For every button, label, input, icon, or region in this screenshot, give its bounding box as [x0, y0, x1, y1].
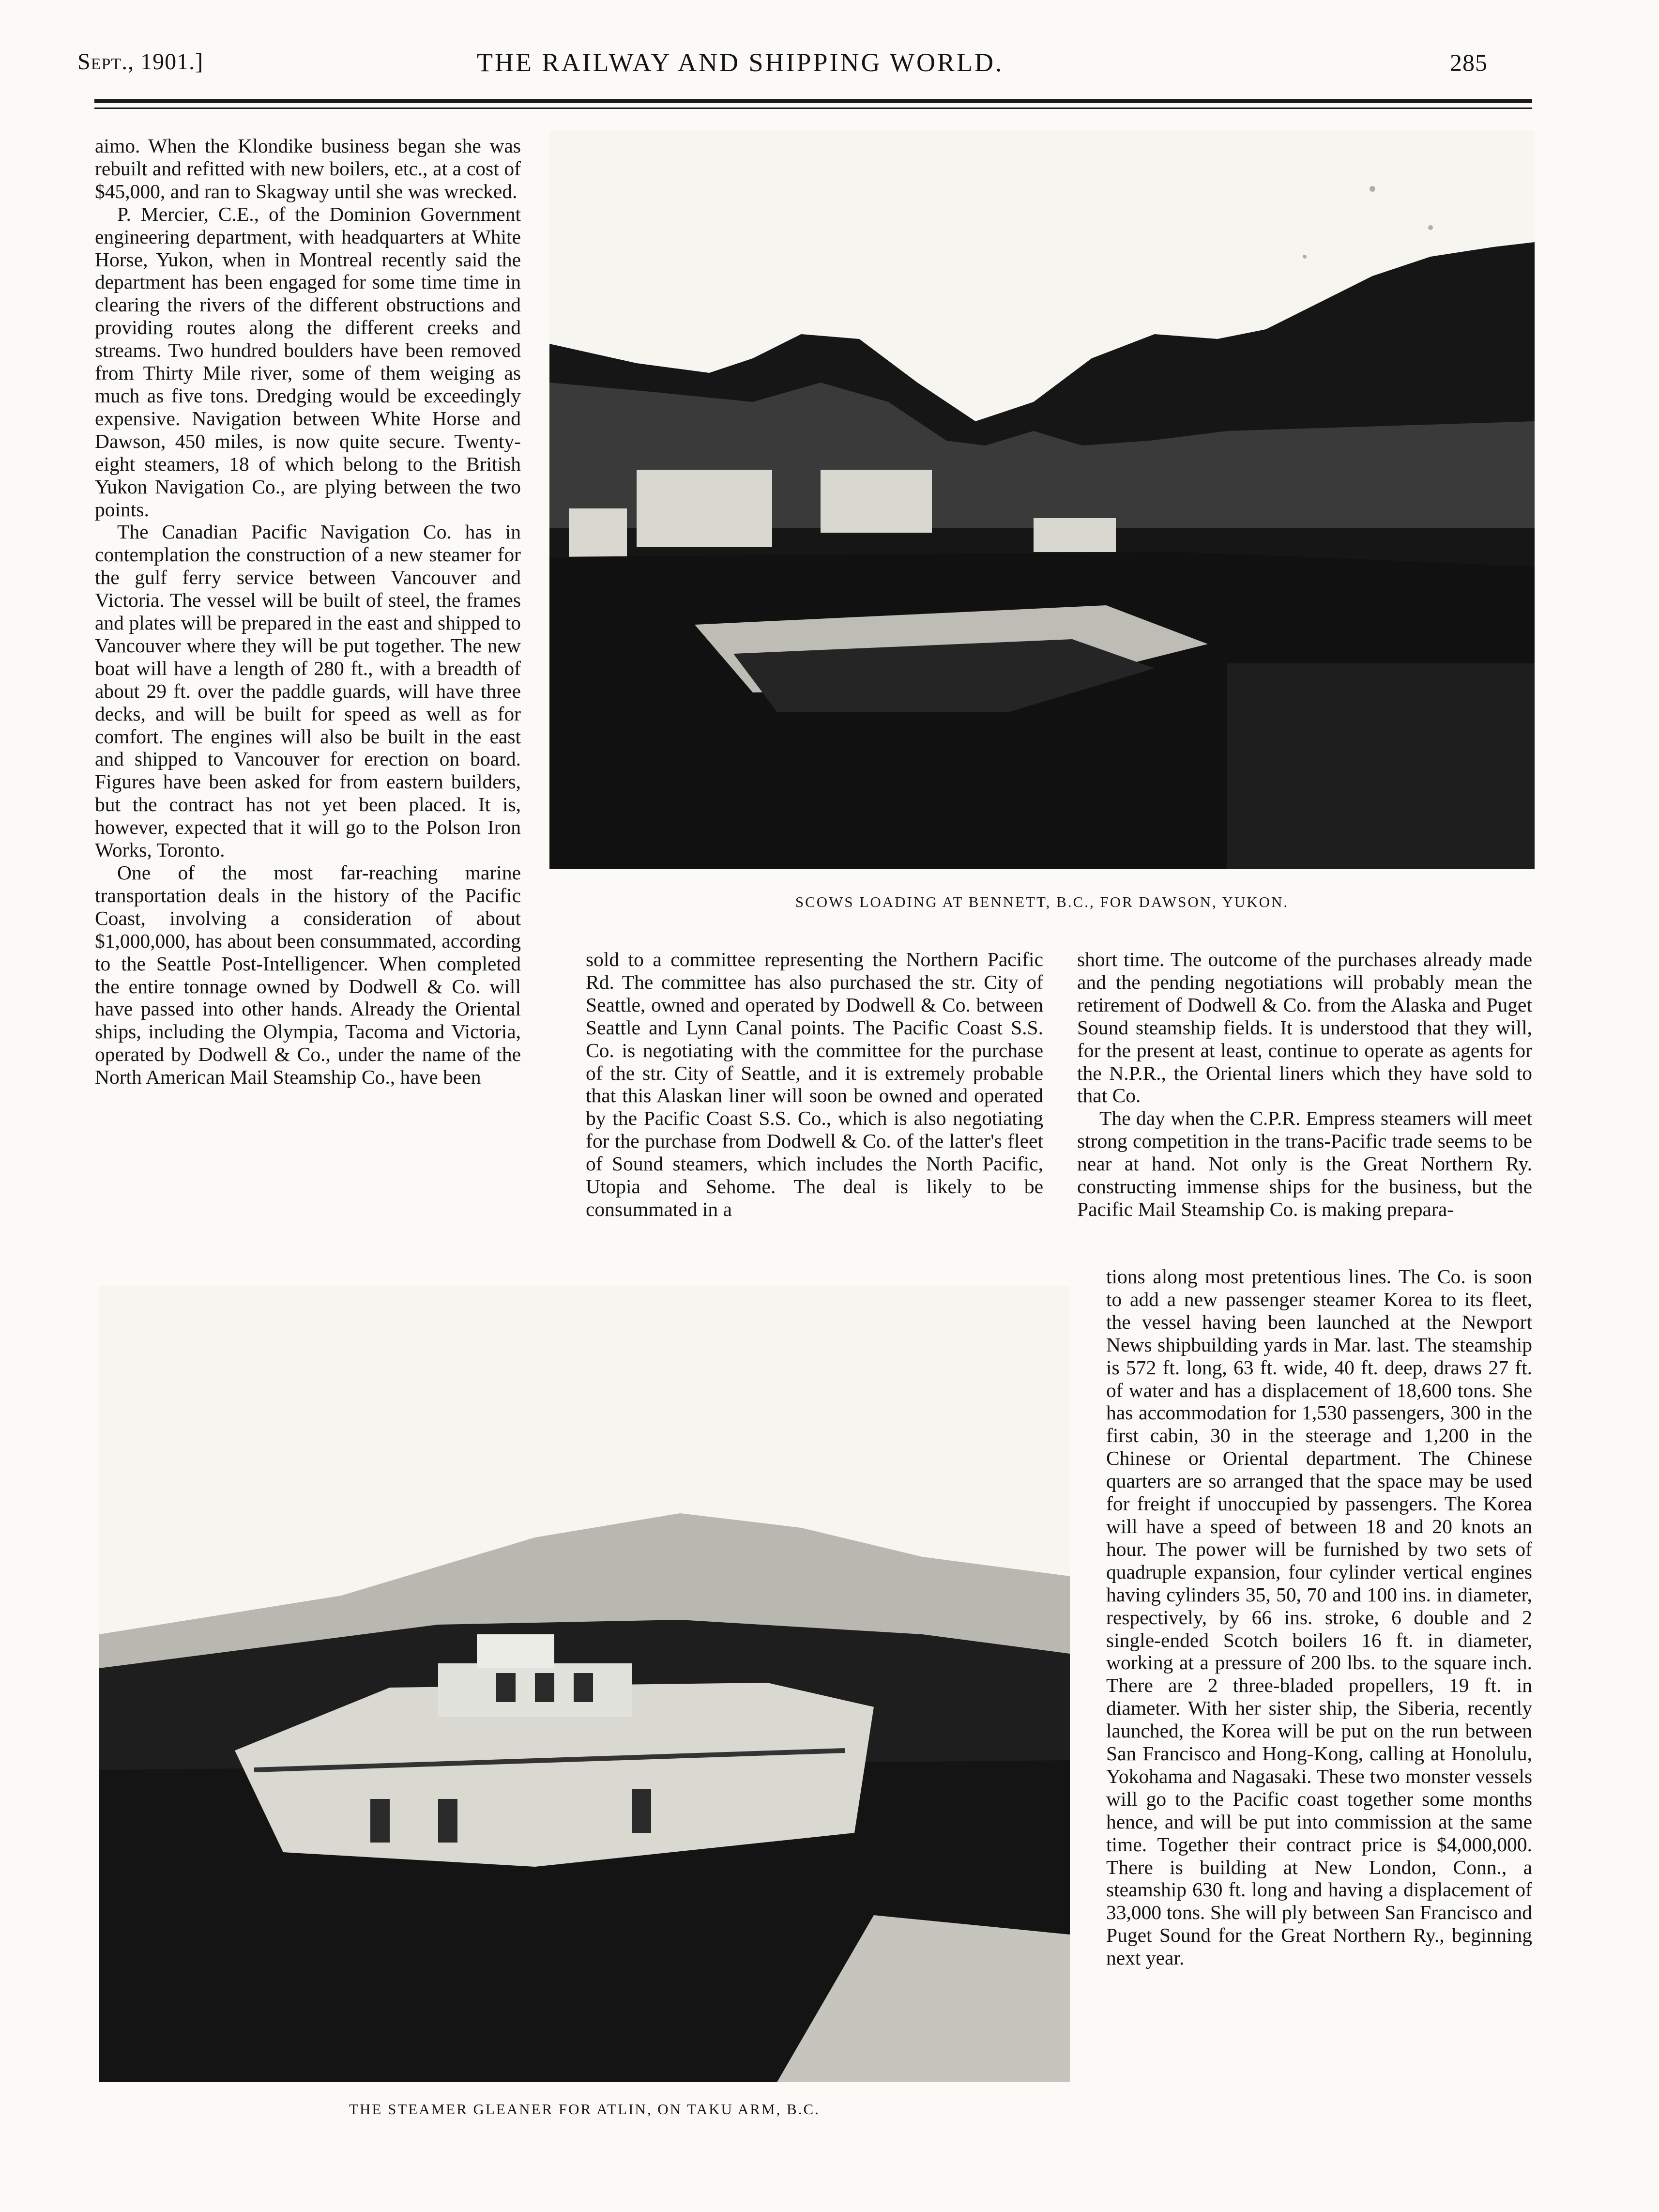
paragraph: sold to a committee representing the Northern Pacific Rd. The committee has also purchased the str. City of Seattle, owned and operated by Dodwell & Co. between Seattle and Lynn Canal points. The Pacific Coast S.S. Co. is negotiating with the committee for the purchase of the str. City of Seattle, and it is extremely probable that this Alaskan liner will soon be owned and operated by the Pacific Coast S.S. Co., which is also negotiating for the purchase from Dodwell & Co. of the latter's fleet of Sound steamers, which includes the North Pacific, Utopia and Sehome. The deal is likely to be consummated in a: [586, 948, 1043, 1220]
figure-caption: THE STEAMER GLEANER FOR ATLIN, ON TAKU ARM, B.C.: [349, 2101, 820, 2118]
text-column-right-lower: [1106, 1265, 1532, 1969]
paragraph: aimo. When the Klondike business began she was rebuilt and refitted with new boilers, etc., at a cost of $45,000, and ran to Skagway until she was wrecked.: [95, 135, 521, 202]
photo-scows-at-bennett: [549, 131, 1535, 869]
page-number: 285: [1450, 49, 1488, 76]
paragraph: tions along most pretentious lines. The Co. is soon to add a new passenger steamer Korea to its fleet, the vessel having been launched at the Newport News shipbuilding yards in Mar. last. The steamship is 572 ft. long, 63 ft. wide, 40 ft. deep, draws 27 ft. of water and has a displacement of 18,600 tons. She has accommodation for 1,530 passengers, 300 in the first cabin, 30 in the steerage and 1,200 in the Chinese or Oriental department. The Chinese quarters are so arranged that the space may be used for freight if unoccupied by passengers. The Korea will have a speed of between 18 and 20 knots an hour. The power will be furnished by two sets of quadruple expansion, four cylinder vertical engines having cylinders 35, 50, 70 and 100 ins. in diameter, respectively, by 66 ins. stroke, 6 double and 2 single-ended Scotch boilers 16 ft. in diameter, working at a pressure of 200 lbs. to the square inch. There are 2 three-bladed propellers, 19 ft. in diameter. With her sister ship, the Siberia, recently launched, the Korea will be put on the run between San Francisco and Hong-Kong, calling at Honolulu, Yokohama and Nagasaki. These two monster vessels will go to the Pacific coast together some months hence, and will be put into commission at the same time. Together their contract price is $4,000,000. There is building at New London, Conn., a steamship 630 ft. long and having a displacement of 33,000 tons. She will ply between San Francisco and Puget Sound for the Great Northern Ry., beginning next year.: [1106, 1265, 1532, 1969]
text-column-right-upper: [1077, 948, 1532, 1221]
header-rule-thin: [94, 108, 1532, 109]
figure-caption: SCOWS LOADING AT BENNETT, B.C., FOR DAWSON, YUKON.: [795, 893, 1289, 910]
text-column-middle: [586, 948, 1043, 1221]
paragraph: P. Mercier, C.E., of the Dominion Government engineering department, with headquarters at White Horse, Yukon, when in Montreal recently said the department has been engaged for some time time in clearing the rivers of the different obstructions and providing routes along the different creeks and streams. Two hundred boulders have been removed from Thirty Mile river, some of them weiging as much as five tons. Dredging would be exceedingly expensive. Navigation between White Horse and Dawson, 450 miles, is now quite secure. Twenty-eight steamers, 18 of which belong to the British Yukon Navigation Co., are plying between the two points.: [95, 202, 521, 521]
text-column-left: [95, 135, 521, 1089]
paragraph: The day when the C.P.R. Empress steamers will meet strong competition in the trans-Pacific trade seems to be near at hand. Not only is the Great Northern Ry. constructing immense ships for the business, but the Pacific Mail Steamship Co. is making prepara-: [1077, 1107, 1532, 1220]
paragraph: The Canadian Pacific Navigation Co. has in contemplation the construction of a new steamer for the gulf ferry service between Vancouver and Victoria. The vessel will be built of steel, the frames and plates will be prepared in the east and shipped to Vancouver where they will be put together. The new boat will have a length of 280 ft., with a breadth of about 29 ft. over the paddle guards, will have three decks, and will be built for speed as well as for comfort. The engines will also be built in the east and shipped to Vancouver for erection on board. Figures have been asked for from eastern builders, but the contract has not yet been placed. It is, however, expected that it will go to the Polson Iron Works, Toronto.: [95, 521, 521, 861]
paragraph: One of the most far-reaching marine transportation deals in the history of the Pacific Coast, involving a consideration of about $1,000,000, has about been consummated, according to the Seattle Post-Intelligencer. When completed the entire tonnage owned by Dodwell & Co. will have passed into other hands. Already the Oriental ships, including the Olympia, Tacoma and Victoria, operated by Dodwell & Co., under the name of the North American Mail Steamship Co., have been: [95, 861, 521, 1089]
photo-steamer-gleaner: [99, 1286, 1070, 2082]
running-header-date: Sept., 1901.]: [77, 49, 204, 75]
paragraph: short time. The outcome of the purchases already made and the pending negotiations will probably mean the retirement of Dodwell & Co. from the Alaska and Puget Sound steamship fields. It is understood that they will, for the present at least, continue to operate as agents for the N.P.R., the Oriental liners which they have sold to that Co.: [1077, 948, 1532, 1107]
header-rule-thick: [94, 99, 1532, 103]
publication-title: THE RAILWAY AND SHIPPING WORLD.: [477, 48, 1004, 77]
